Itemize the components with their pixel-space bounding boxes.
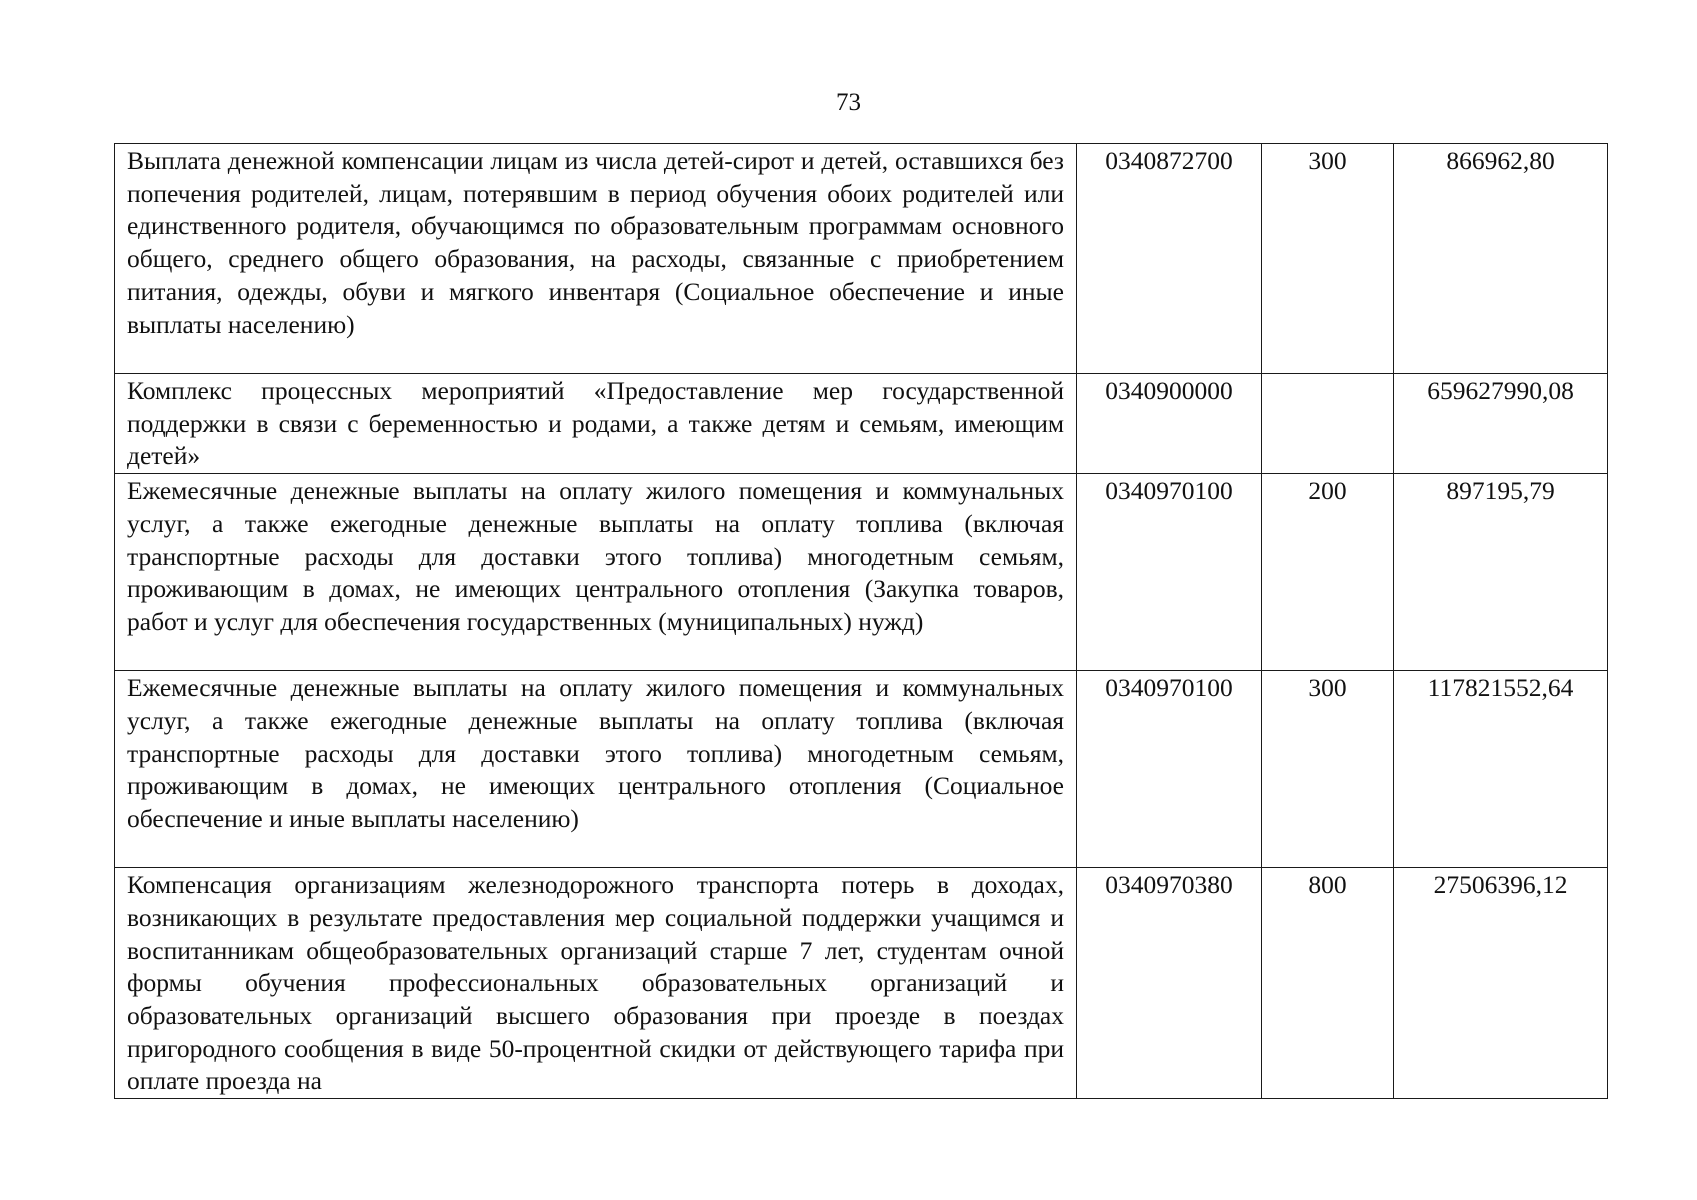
table-row (115, 671, 1608, 868)
page-number: 73 (836, 89, 861, 116)
table-row (115, 374, 1608, 474)
row-code: 0340970100 (1077, 474, 1262, 671)
row-sum: 117821552,64 (1394, 671, 1608, 868)
row-kvr: 800 (1262, 868, 1394, 1099)
row-description: Компенсация организациям железнодорожного транспорта потерь в доходах, возникающих в результате предоставления мер социальной поддержки учащимся и воспитанникам общеобразовательных организаций старше 7 лет, студентам очной формы обучения профессиональных образовательных организаций и образовательных организаций высшего образования при проезде в поездах пригородного сообщения в виде 50-процентной скидки от действующего тарифа при оплате проезда на (115, 868, 1077, 1099)
table-row (115, 868, 1608, 1099)
row-description: Ежемесячные денежные выплаты на оплату жилого помещения и коммунальных услуг, а также ежегодные денежные выплаты на оплату топлива (включая транспортные расходы для доставки этого топлива) многодетным семьям, проживающим в домах, не имеющих центрального отопления (Социальное обеспечение и иные выплаты населению) (115, 671, 1077, 868)
row-sum: 27506396,12 (1394, 868, 1608, 1099)
row-kvr: 200 (1262, 474, 1394, 671)
table-row (115, 144, 1608, 374)
row-kvr (1262, 374, 1394, 474)
row-description: Выплата денежной компенсации лицам из числа детей-сирот и детей, оставшихся без попечения родителей, лицам, потерявшим в период обучения обоих родителей или единственного родителя, обучающимся по образовательным программам основного общего, среднего общего образования, на расходы, связанные с приобретением питания, одежды, обуви и мягкого инвентаря (Социальное обеспечение и иные выплаты населению) (115, 144, 1077, 374)
row-code: 0340970100 (1077, 671, 1262, 868)
row-code: 0340970380 (1077, 868, 1262, 1099)
table-row (115, 474, 1608, 671)
row-sum: 866962,80 (1394, 144, 1608, 374)
row-sum: 659627990,08 (1394, 374, 1608, 474)
row-kvr: 300 (1262, 671, 1394, 868)
row-description: Комплекс процессных мероприятий «Предоставление мер государственной поддержки в связи с беременностью и родами, а также детям и семьям, имеющим детей» (115, 374, 1077, 474)
row-description: Ежемесячные денежные выплаты на оплату жилого помещения и коммунальных услуг, а также ежегодные денежные выплаты на оплату топлива (включая транспортные расходы для доставки этого топлива) многодетным семьям, проживающим в домах, не имеющих центрального отопления (Закупка товаров, работ и услуг для обеспечения государственных (муниципальных) нужд) (115, 474, 1077, 671)
row-code: 0340872700 (1077, 144, 1262, 374)
row-sum: 897195,79 (1394, 474, 1608, 671)
row-kvr: 300 (1262, 144, 1394, 374)
budget-table (114, 143, 1608, 1099)
row-code: 0340900000 (1077, 374, 1262, 474)
